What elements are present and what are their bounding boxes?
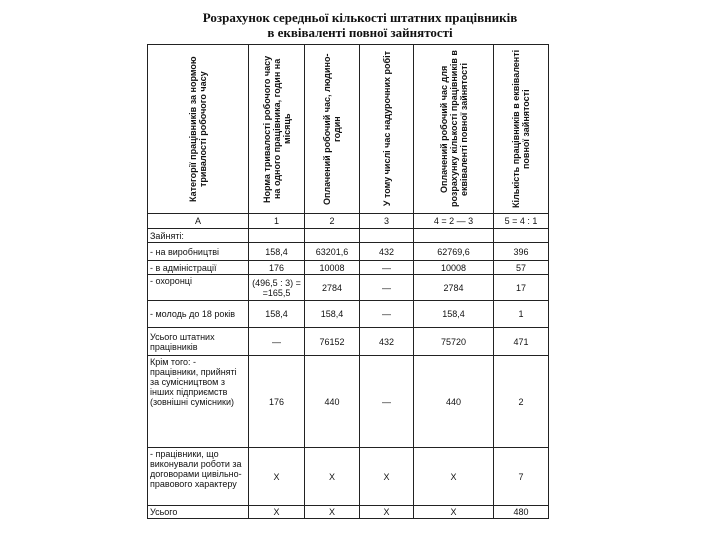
table-row <box>148 243 549 261</box>
cell: Х <box>305 448 360 506</box>
cell: 63201,6 <box>305 243 360 261</box>
cell: — <box>249 328 305 356</box>
table-row <box>148 261 549 275</box>
cell <box>414 229 494 243</box>
index-cell: А <box>148 214 249 229</box>
cell <box>305 229 360 243</box>
table-row <box>148 229 549 243</box>
cell: 432 <box>360 243 414 261</box>
table-row <box>148 448 549 506</box>
cell: Х <box>249 506 305 519</box>
cell: 76152 <box>305 328 360 356</box>
cell: Х <box>414 506 494 519</box>
row-label: - працівники, що виконували роботи за договорами цивільно-правового характеру <box>148 448 249 506</box>
staff-calculation-table <box>147 44 549 519</box>
cell: 432 <box>360 328 414 356</box>
cell: 396 <box>494 243 549 261</box>
cell: 158,4 <box>305 301 360 328</box>
cell <box>360 229 414 243</box>
cell <box>494 229 549 243</box>
index-row <box>148 214 549 229</box>
header-paid-for-calculation: Оплачений робочий час для розрахунку кількості працівників в еквіваленті повної зайнятості <box>414 45 494 214</box>
row-label: Усього штатних працівників <box>148 328 249 356</box>
index-cell: 3 <box>360 214 414 229</box>
cell: Х <box>249 448 305 506</box>
table-row <box>148 328 549 356</box>
row-label: - на виробництві <box>148 243 249 261</box>
cell: (496,5 : 3) = =165,5 <box>249 275 305 301</box>
cell: 2784 <box>305 275 360 301</box>
index-cell: 5 = 4 : 1 <box>494 214 549 229</box>
row-label: - в адміністрації <box>148 261 249 275</box>
header-norm-hours: Норма тривалості робочого часу на одного працівника, годин на місяць <box>249 45 305 214</box>
table-row <box>148 301 549 328</box>
cell: 480 <box>494 506 549 519</box>
cell: 158,4 <box>249 243 305 261</box>
cell: — <box>360 261 414 275</box>
index-cell: 4 = 2 — 3 <box>414 214 494 229</box>
row-label: Зайняті: <box>148 229 249 243</box>
row-label: Усього <box>148 506 249 519</box>
cell: 176 <box>249 356 305 448</box>
cell: 2784 <box>414 275 494 301</box>
cell: Х <box>414 448 494 506</box>
cell: 158,4 <box>249 301 305 328</box>
cell: — <box>360 275 414 301</box>
cell: — <box>360 301 414 328</box>
document-title-line-2: в еквіваленті повної зайнятості <box>267 25 453 40</box>
cell: 7 <box>494 448 549 506</box>
cell: — <box>360 356 414 448</box>
cell: Х <box>360 448 414 506</box>
cell: 440 <box>414 356 494 448</box>
index-cell: 1 <box>249 214 305 229</box>
document-title-line-1: Розрахунок середньої кількості штатних працівників <box>202 10 518 25</box>
cell: 10008 <box>305 261 360 275</box>
cell: 176 <box>249 261 305 275</box>
cell: 75720 <box>414 328 494 356</box>
row-label: - охоронці <box>148 275 249 301</box>
cell: 2 <box>494 356 549 448</box>
cell: 62769,6 <box>414 243 494 261</box>
cell: 471 <box>494 328 549 356</box>
header-category: Категорії працівників за нормою тривалості робочого часу <box>148 45 249 214</box>
table-row <box>148 356 549 448</box>
cell: 10008 <box>414 261 494 275</box>
cell: 17 <box>494 275 549 301</box>
header-row <box>148 45 549 214</box>
table-row <box>148 275 549 301</box>
cell <box>249 229 305 243</box>
cell: Х <box>305 506 360 519</box>
cell: Х <box>360 506 414 519</box>
row-label: Крім того: - працівники, прийняті за сумісництвом з інших підприємств (зовнішні сумісники) <box>148 356 249 448</box>
row-label: - молодь до 18 років <box>148 301 249 328</box>
header-fte-count: Кількість працівників в еквіваленті повної зайнятості <box>494 45 549 214</box>
header-overtime: У тому числі час надурочних робіт <box>360 45 414 214</box>
index-cell: 2 <box>305 214 360 229</box>
cell: 440 <box>305 356 360 448</box>
table-row <box>148 506 549 519</box>
cell: 57 <box>494 261 549 275</box>
header-paid-hours: Оплачений робочий час, людино-годин <box>305 45 360 214</box>
cell: 1 <box>494 301 549 328</box>
cell: 158,4 <box>414 301 494 328</box>
